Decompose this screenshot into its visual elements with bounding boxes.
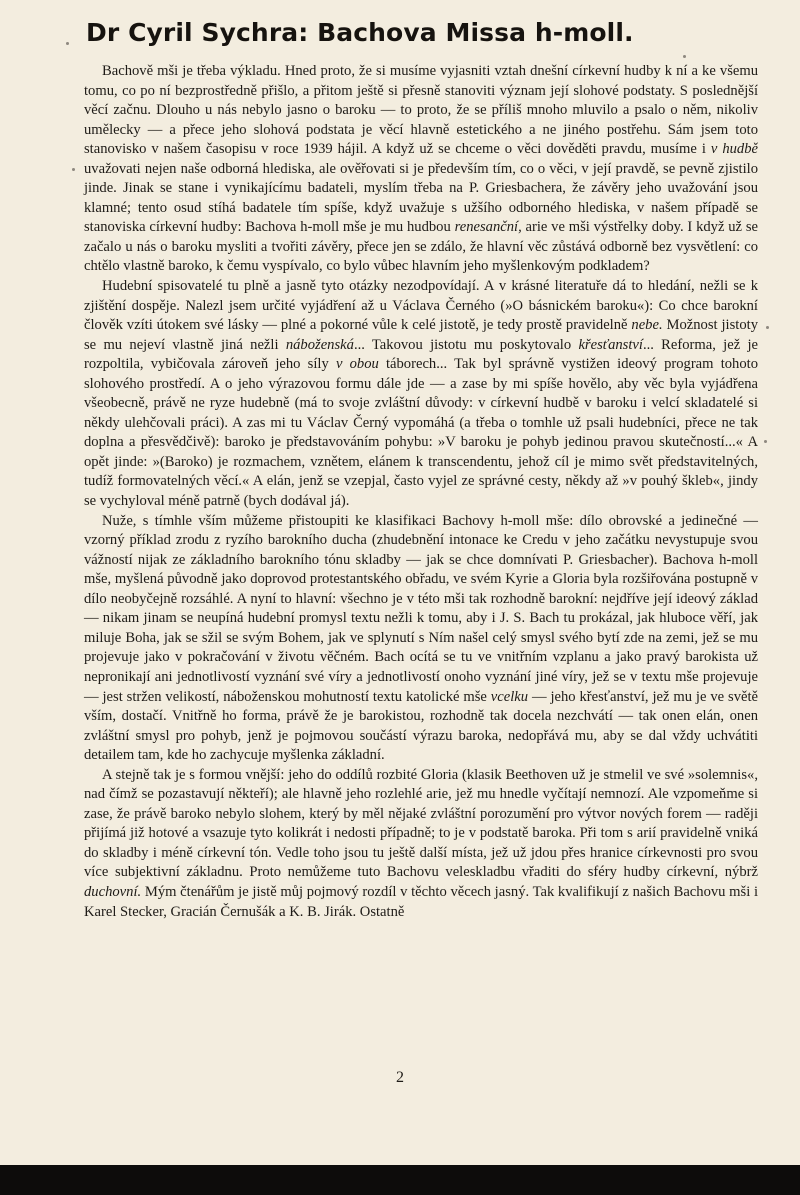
paragraph-4 [84, 766, 758, 922]
emphasized-text: vcelku [490, 688, 529, 705]
paragraph-text: — jeho křesťanství, jež mu je ve světě vším, dostačí. Vnitřně ho forma, právě že je barokistou, rozhodně tak docela nezchvátí — tak onen elán, onen zvláštní smysl pro pohyb, jenž je pojmovou součástí výrazu baroka, nedopřává mu, aby se dal vždy uchvátiti detailem tam, kde ho zachycuje myšlenka základní. [84, 688, 759, 764]
paper-speck [72, 168, 75, 171]
paper-speck [764, 440, 767, 443]
emphasized-text: v obou [335, 356, 379, 373]
paragraph-text: Nuže, s tímhle vším můžeme přistoupiti ke klasifikaci Bachovy h-moll mše: dílo obrovské a jedinečné — vzorný příklad zrodu z ryzího barokního ducha (zhudebnění intonace ke Credu v jeho začátku nevystupuje svou vážností nijak ze základního barokního tónu skladby — jak se chce domnívati P. Griesbacher). Bachova h-moll mše, myšlená původně jako doprovod protestantského obřadu, ve svém Kyrie a Gloria byla rozšiřována postupně v dílo neobyčejně rozsáhlé. A nyní to hlavní: všechno je v této mši tak rozhodně barokní: nejdříve její ideový základ — nikam jinam se neupíná hudební promysl textu nežli k tomu, aby i J. S. Bach tu prokázal, jak hluboce věří, jak miluje Boha, jak se sžil se svým Bohem, jak ve splynutí s Ním našel celý smysl svého bytí zde na zemi, jež se mu projevuje jako v pokračování v životu věčném. Bach ocítá se tu ve vnitřním vzplanu a jako pravý barokista už nepronikají ani jednotlivostí vyznání své víry a jednotlivostí onoho vyznání jiné víry, jež se v textu mše projevuje — jest stržen velikostí, náboženskou mohutností textu katolické mše [84, 512, 758, 705]
page-number: 2 [396, 1069, 404, 1086]
paragraph-text: uvažovati nejen naše odborná hlediska, ale ověřovati si je především tím, co o věci, v její pravdě, se pevně zjistilo jinde. Jinak se stane i vynikajícímu badateli, myslím třeba na P. Griesbachera, že závěry jeho uvažování jsou klamné; tento osud stíhá badatele tím spíše, když uvažuje s užšího odborného hlediska, v našem případě se stanoviska církevní hudby: Bachova h-moll mše je mu hudbou [84, 160, 758, 236]
paper-speck [683, 55, 686, 58]
paragraph-text: Bachově mši je třeba výkladu. Hned proto, že si musíme vyjasniti vztah dnešní církevní hudby k ní a ke všemu tomu, co po ní bezprostředně přišlo, a přitom ještě si přesně stanoviti význam její slohové podstaty. S poslednější věcí začnu. Dlouho u nás nebylo jasno o baroku — to proto, že se příliš mnoho mluvilo a psalo o něm, nikoliv umělecky — a přece jeho slohová podstata je věcí hlavně estetického a ne jiného postřehu. Sám jsem toto stanovisko v našem časopisu v roce 1939 hájil. A když už se chceme o věci dověděti pravdu, musíme i [84, 63, 758, 158]
paragraph-text: Možnost jistoty se mu nejeví vlastně jiná nežli [84, 317, 758, 353]
paragraph-text: A stejně tak je s formou vnější: jeho do oddílů rozbité Gloria (klasik Beethoven už je stmelil ve své »solemnis«, nad čímž se pozastavují někteří); ale hlavně jeho rozlehlé arie, jež mu hnedle vyčítají nemnozí. Ale vzpomeňme si zase, že právě baroko nebylo slohem, který by měl nějaké zvláštní porozumění pro výtvor nových forem — raději přijímá již hotové a vsazuje tyto kolikrát i nedosti případně; to je v podstatě baroka. Při tom s arií pravidelně vniká do skladby i méně církevní tón. Vedle toho jsou tu ještě další místa, jež už jdou přes hranice církevnosti pro svou více subjektivní základnu. Proto nemůžeme tuto Bachovu veleskladbu vřaditi do sféry hudby církevní, nýbrž [84, 766, 758, 881]
emphasized-text: duchovní. [84, 883, 142, 900]
paragraph-text: ... Takovou jistotu mu poskytovalo [353, 336, 579, 353]
paragraph-3 [84, 512, 758, 766]
paper-speck [766, 326, 769, 329]
article-body [84, 62, 758, 922]
paper-speck [66, 42, 69, 45]
emphasized-text: v hudbě [710, 141, 758, 158]
paragraph-text: táborech... Tak byl správně vystižen ideový program tohoto slohového prostředí. A o jeho výrazovou formu dále jde — a zase by mi spíše hovělo, aby věc byla vyjádřena všeobecně, právě ne ryze hudebně (má to svoje zvláštní důvody: v církevní hudbě v baroku i velcí skladatelé si někdy ulehčovali práci). A zas mi tu Václav Černý vypomáhá (a třeba o tomhle už psali hudebníci, přece ne tak doplna a přesvědčivě): baroko je představováním pohybu: »V baroku je pohyb jedinou pravou skutečností...« A opět jinde: »(Baroko) je rozmachem, vznětem, elánem k transcendentu, jehož cíl je mimo svět představitelných, tudíž formovatelných věcí.« A elán, jenž se vzepjal, často vyjel ze správné cesty, někdy až »v pouhý škleb«, jindy se vychyloval méně patrně (bych dodával já). [84, 356, 758, 510]
emphasized-text: náboženská [285, 336, 354, 353]
scan-edge-band [0, 1165, 800, 1195]
paragraph-text: ... Reforma, jež je rozpoltila, vybičovala zároveň jeho síly [84, 336, 759, 373]
emphasized-text: nebe. [631, 317, 663, 334]
paragraph-text: arie ve mši výstřelky doby. I když už se začalo u nás o baroku mysliti a tvořiti závěry, přece jen se zdálo, že hlavní věc zůstává odborně bez vysvětlení: co chtělo vlastně baroko, k čemu vyspívalo, co bylo vůbec hlavním jeho myšlenkovým podkladem? [84, 219, 758, 275]
emphasized-text: křesťanství [578, 336, 643, 353]
paragraph-1 [84, 62, 758, 277]
article-title: Dr Cyril Sychra: Bachova Missa h-moll. [86, 18, 634, 47]
paragraph-text: Hudební spisovatelé tu plně a jasně tyto otázky nezodpovídají. A v krásné literatuře dá to hledání, nežli se k zjištění dospěje. Nalezl jsem určité vyjádření až u Václava Černého (»O básnickém baroku«): Co chce barokní člověk vzíti útokem své lásky — plné a pokorné vůle k celé jistotě, je tedy prostě pravidelně [84, 278, 758, 334]
emphasized-text: renesanční, [454, 219, 522, 236]
paragraph-2 [84, 277, 758, 512]
paragraph-text: Mým čtenářům je jistě můj pojmový rozdíl v těchto věcech jasný. Tak kvalifikují z našich Bachovu mši i Karel Stecker, Gracián Černušák a K. B. Jirák. Ostatně [84, 883, 758, 920]
